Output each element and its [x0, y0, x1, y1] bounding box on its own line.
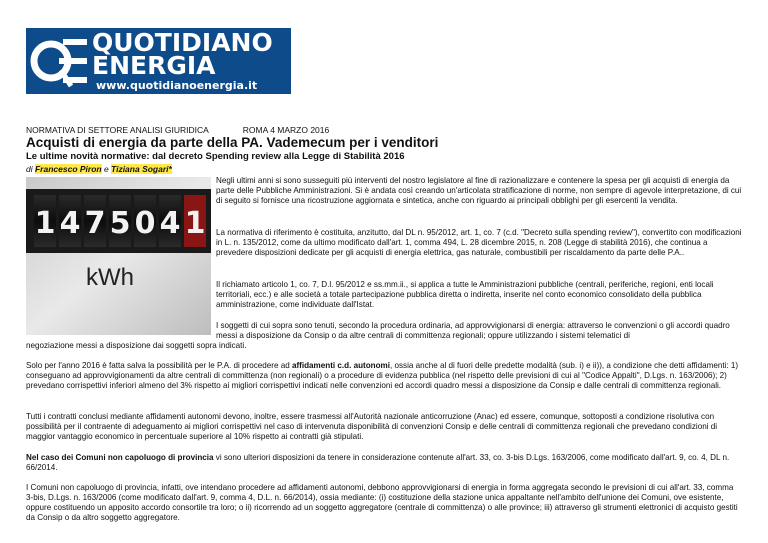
meter-digit: 0: [134, 206, 156, 241]
paragraph-scope: Il richiamato articolo 1, co. 7, D.l. 95/2012 e ss.mm.ii., si applica a tutte le Amministrazioni pubbliche (centrali, periferiche, regioni, enti locali territoriali, ecc.) e alle società a totale partecipazione pubblica diretta o indiretta, inserite nel conto economico consolidato della pubblica amministrazione, come individuate dall'Istat.: [216, 280, 714, 309]
text: vi sono ulteriori disposizioni da tenere in considerazione contenute all'art. 33, co. 3-bis D.Lgs. 163/2006, come modificato dall'art. 9, co. 4, DL n. 66/2014.: [26, 453, 730, 472]
paragraph-aggregated-purchase: I Comuni non capoluogo di provincia, infatti, ove intendano procedere ad affidamenti autonomi, debbono approvvigionarsi di energia in forma aggregata secondo le previsioni di cui all'art. 33, comma 3-bis, D.Lgs. n. 163/2006 (come modificato dall'art. 9, comma 4, D.L. n. 66/2014), ossia mediante: (i) costituzione della stazione unica appaltante nell'ambito dell'unione dei Comuni, ove esistente, oppure costituendo un apposito accordo consortile tra loro; o ii) ricorrendo ad un soggetto aggregatore (centrale di committenza) o alle province; iii) attraverso gli strumenti elettronici di acquisto gestiti da Consip o da altro soggetto aggregatore.: [26, 483, 738, 522]
article-subtitle: Le ultime novità normative: dal decreto Spending review alla Legge di Stabilità 2016: [26, 151, 405, 162]
qe-monogram-icon: [29, 32, 87, 90]
byline-joiner: e: [101, 164, 112, 174]
meter-digit: 4: [59, 206, 81, 241]
logo-wordmark-line2: ENERGIA: [92, 51, 216, 80]
paragraph-autonomous-procurement: [26, 361, 742, 391]
text: Solo per l'anno 2016 è fatta salva la possibilità per le P.A. di procedere ad: [26, 361, 292, 370]
paragraph-reference-law: La normativa di riferimento è costituita, anzitutto, dal DL n. 95/2012, art. 1, co. 7 (c.d. "Decreto sulla spending review"), convertito con modificazioni in L. n. 135/2012, come da ultimo modificato dall'art. 1, comma 494, L. 28 dicembre 2015, n. 208 (Legge di stabilità 2016), che continua a prevedere disposizioni dedicate per gli acquisti di energia elettrica, gas naturale, combustibili per riscaldamento da parte delle P.A..: [216, 228, 742, 257]
meter-digit: 7: [84, 206, 106, 241]
meter-digit: 4: [159, 206, 181, 241]
paragraph-procedure-continued: negoziazione messi a disposizione dai soggetti sopra indicati.: [26, 341, 247, 350]
bold-text: affidamenti c.d. autonomi: [291, 361, 390, 370]
meter-digit: 1: [34, 206, 56, 241]
byline: [26, 164, 172, 174]
author-2: Tiziana Sogari*: [111, 164, 172, 174]
article-meta: [26, 125, 329, 135]
logo-url: www.quotidianoenergia.it: [96, 79, 258, 92]
paragraph-municipalities: [26, 453, 742, 473]
electricity-meter-photo: [26, 177, 211, 335]
paragraph-intro: Negli ultimi anni si sono susseguiti più interventi del nostro legislatore al fine di razionalizzare e contenere la spesa per gli acquisti di energia da parte delle Pubbliche Amministrazioni. Si è andata così creando un'articolata stratificazione di norme, non sempre di agevole interpretazione, di cui di seguito si fornisce una ricostruzione aggiornata e sintetica, anche con riguardo ai principali obblighi per gli esercenti la vendita.: [216, 176, 742, 205]
dateline: ROMA 4 MARZO 2016: [242, 125, 330, 135]
logo-wordmark-line1: QUOTIDIANO: [92, 28, 273, 57]
meter-digit: 1: [184, 206, 206, 241]
section-label: NORMATIVA DI SETTORE ANALISI GIURIDICA: [26, 125, 209, 135]
text: , ossia anche al di fuori delle predette modalità (sub. i) e ii)), a condizione che detti affidamenti: 1) conseguano ad approvvigionamenti da altre centrali di committenza (non regionali) o a procedure di evidenza pubblica (nel rispetto delle previsioni di cui al "Codice Appalti", D.Lgs. n. 163/2006); 2) prevedano corrispettivi inferiori almeno del 3% rispetto ai migliori corrispettivi indicati nelle convenzioni ed accordi quadro messi a disposizione da Consip e dalle centrali di committenza regionali.: [26, 361, 739, 390]
quotidiano-energia-logo: [26, 28, 291, 94]
meter-digit: 5: [109, 206, 131, 241]
author-1: Francesco Piron: [34, 164, 102, 174]
paragraph-anac-contracts: Tutti i contratti conclusi mediante affidamenti autonomi devono, inoltre, essere trasmessi all'Autorità nazionale anticorruzione (Anac) ed essere, comunque, sottoposti a condizione risolutiva con possibilità per il contraente di adeguamento ai migliori corrispettivi nel caso di intervenuta disponibilità di convenzioni Consip e delle centrali di committenza regionali che prevedano condizioni di maggior vantaggio economico in percentuale superiore al 10% rispetto ai contratti già stipulati.: [26, 412, 718, 441]
byline-prefix: di: [26, 164, 35, 174]
paragraph-procedure: I soggetti di cui sopra sono tenuti, secondo la procedura ordinaria, ad approvvigionarsi di energia: attraverso le convenzioni o gli accordi quadro messi a disposizione da Consip o da altre centrali di committenza regionali; oppure utilizzando i sistemi telematici di: [216, 321, 730, 340]
article-title: Acquisti di energia da parte della PA. Vademecum per i venditori: [26, 135, 439, 150]
bold-text: Nel caso dei Comuni non capoluogo di provincia: [26, 453, 214, 462]
meter-unit-label: kWh: [86, 264, 134, 291]
